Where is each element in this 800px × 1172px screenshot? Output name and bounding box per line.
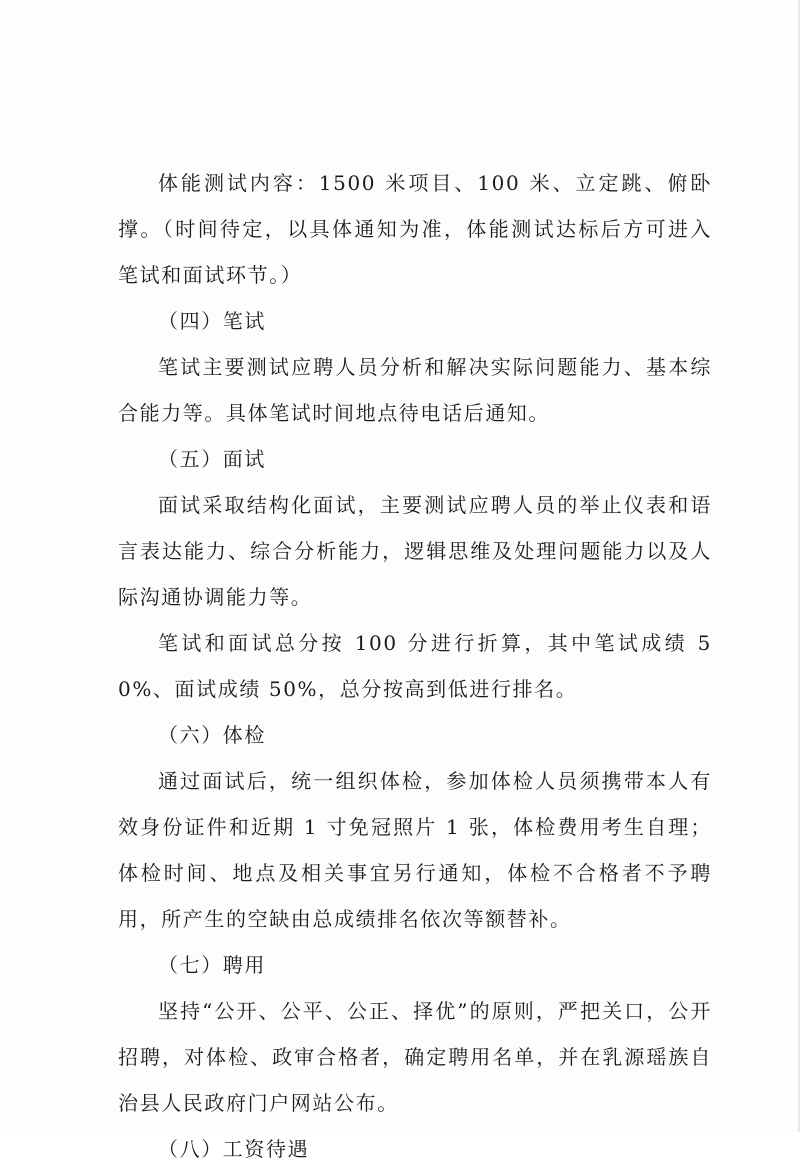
- paragraph-score-calculation: 笔试和面试总分按 100 分进行折算，其中笔试成绩 50%、面试成绩 50%，总分按高到低进行排名。: [118, 631, 712, 701]
- heading-hiring: （七）聘用: [158, 953, 266, 977]
- paragraph-hiring: 坚持“公开、公平、公正、择优”的原则，严把关口，公开招聘，对体检、政审合格者，确定聘用名单，并在乳源瑶族自治县人民政府门户网站公布。: [118, 999, 712, 1115]
- heading-written-exam: （四）笔试: [158, 309, 266, 333]
- paragraph-written-exam: 笔试主要测试应聘人员分析和解决实际问题能力、基本综合能力等。具体笔试时间地点待电话后通知。: [118, 355, 712, 425]
- paragraph-interview: 面试采取结构化面试，主要测试应聘人员的举止仪表和语言表达能力、综合分析能力，逻辑思维及处理问题能力以及人际沟通协调能力等。: [118, 493, 712, 609]
- paragraph-fitness-test: 体能测试内容：1500 米项目、100 米、立定跳、俯卧撑。（时间待定，以具体通知为准，体能测试达标后方可进入笔试和面试环节。）: [118, 171, 712, 287]
- heading-interview: （五）面试: [158, 447, 266, 471]
- paragraph-medical-exam: 通过面试后，统一组织体检，参加体检人员须携带本人有效身份证件和近期 1 寸免冠照片 1 张，体检费用考生自理；体检时间、地点及相关事宜另行通知，体检不合格者不予聘用，所产生的空缺由总成绩排名依次等额替补。: [118, 769, 712, 931]
- document-body: [118, 160, 712, 1172]
- heading-medical-exam: （六）体检: [158, 723, 266, 747]
- heading-salary: （八）工资待遇: [158, 1137, 310, 1161]
